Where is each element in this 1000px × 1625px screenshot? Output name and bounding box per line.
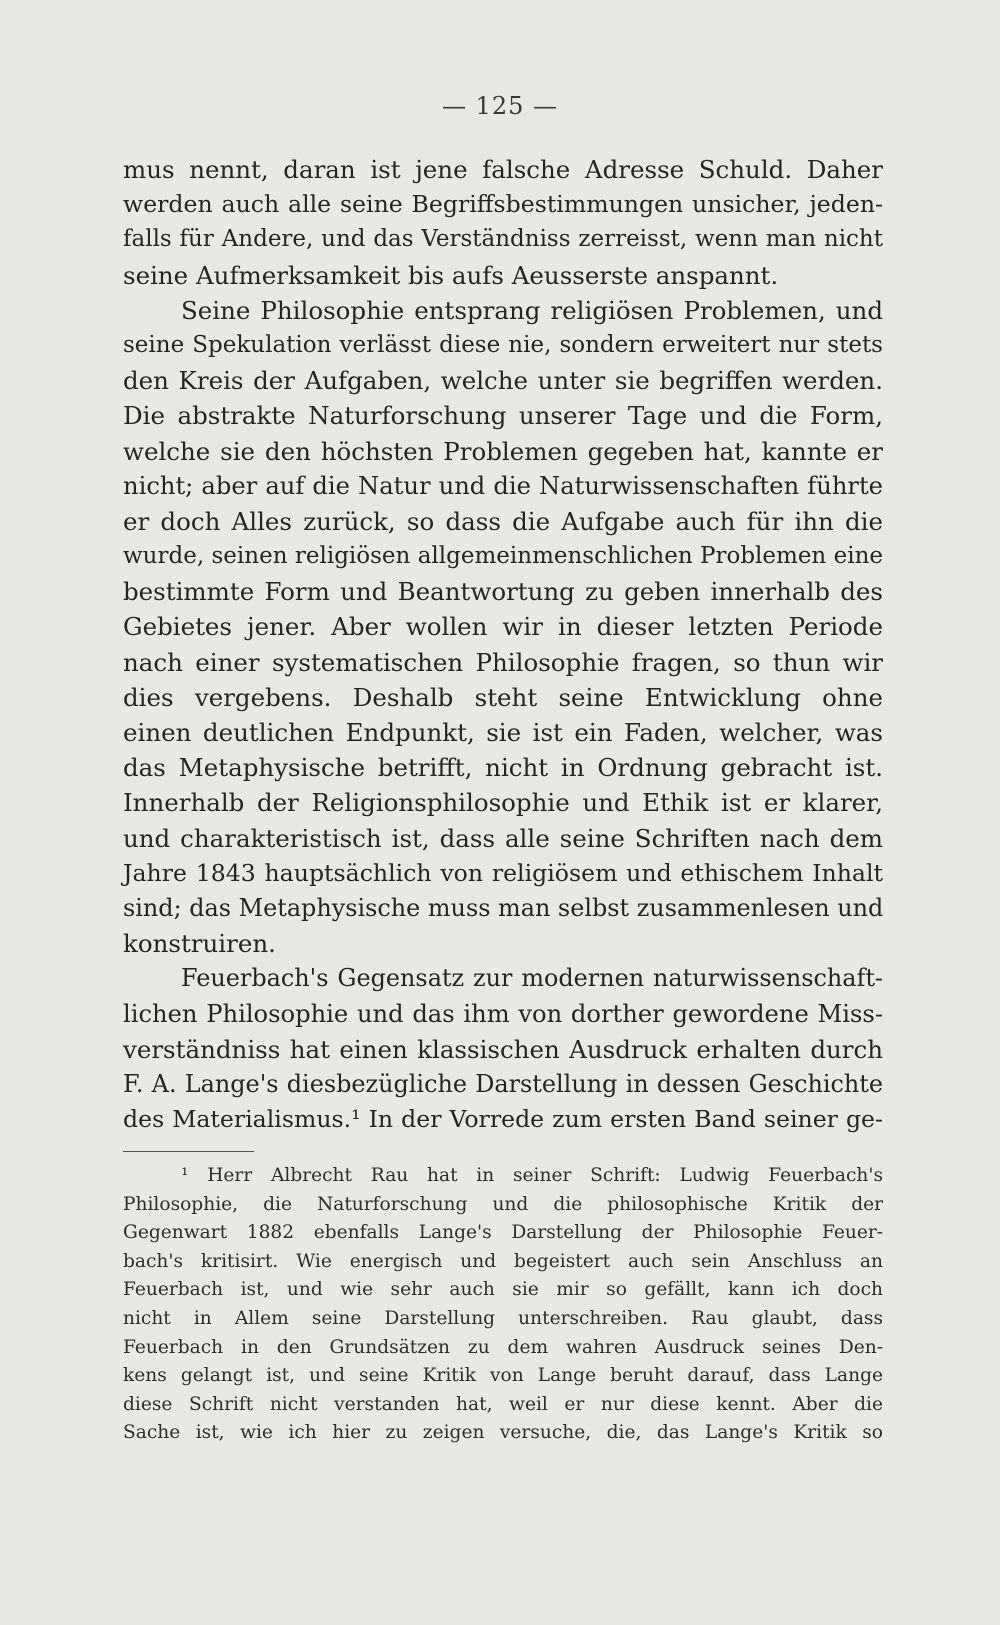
text-line: er doch Alles zurück, so dass die Aufgabe auch für ihn die	[123, 506, 883, 536]
footnote-separator	[123, 1151, 254, 1152]
page-number: — 125 —	[441, 92, 559, 120]
text-line: seine Spekulation verlässt diese nie, sondern erweitert nur stets	[123, 331, 883, 358]
footnote-line: diese Schrift nicht verstanden hat, weil er nur diese kennt. Aber die	[123, 1393, 883, 1415]
text-line: lichen Philosophie und das ihm von dorther gewordene Miss-	[123, 999, 883, 1028]
text-line: nach einer systematischen Philosophie fragen, so thun wir	[123, 647, 883, 677]
text-line: F. A. Lange's diesbezügliche Darstellung in dessen Geschichte	[123, 1069, 883, 1098]
text-line: nicht; aber auf die Natur und die Naturwissenschaften führte	[123, 471, 883, 500]
footnote-line: ¹ Herr Albrecht Rau hat in seiner Schrift: Ludwig Feuerbach's	[181, 1165, 883, 1186]
text-line: verständniss hat einen klassischen Ausdruck erhalten durch	[123, 1034, 883, 1064]
footnotes	[123, 1162, 883, 1448]
text-line: Die abstrakte Naturforschung unserer Tage und die Form,	[123, 401, 883, 431]
text-line: seine Aufmerksamkeit bis aufs Aeusserste anspannt.	[123, 260, 779, 290]
text-line: falls für Andere, und das Verständniss zerreisst, wenn man nicht	[123, 226, 883, 253]
text-line: wurde, seinen religiösen allgemeinmenschlichen Problemen eine	[123, 543, 883, 570]
text-line: des Materialismus.¹ In der Vorrede zum ersten Band seiner ge-	[123, 1105, 883, 1134]
text-line: Gebietes jener. Aber wollen wir in dieser letzten Periode	[123, 612, 883, 642]
footnote-line: Feuerbach ist, und wie sehr auch sie mir so gefällt, kann ich doch	[123, 1279, 883, 1301]
footnote-line: Feuerbach in den Grundsätzen zu dem wahren Ausdruck seines Den-	[123, 1336, 883, 1358]
text-line: Innerhalb der Religionsphilosophie und Ethik ist er klarer,	[123, 788, 883, 818]
text-line: einen deutlichen Endpunkt, sie ist ein Faden, welcher, was	[123, 718, 883, 747]
footnote-line: Philosophie, die Naturforschung und die philosophische Kritik der	[123, 1193, 883, 1215]
footnote-line: kens gelangt ist, und seine Kritik von Lange beruht darauf, dass Lange	[123, 1365, 883, 1387]
text-line: sind; das Metaphysische muss man selbst zusammenlesen und	[123, 893, 884, 922]
footnote-line: nicht in Allem seine Darstellung unterschreiben. Rau glaubt, dass	[123, 1307, 883, 1329]
text-line: das Metaphysische betrifft, nicht in Ordnung gebracht ist.	[123, 753, 883, 783]
text-line: Jahre 1843 hauptsächlich von religiösem und ethischem Inhalt	[123, 858, 883, 887]
text-line: konstruiren.	[123, 929, 276, 959]
footnote-line: Sache ist, wie ich hier zu zeigen versuche, die, das Lange's Kritik so	[123, 1422, 883, 1444]
text-line: dies vergebens. Deshalb steht seine Entwicklung ohne	[123, 682, 883, 712]
text-line: und charakteristisch ist, dass alle seine Schriften nach dem	[123, 823, 883, 853]
text-line: Feuerbach's Gegensatz zur modernen naturwissenschaft-	[181, 964, 883, 993]
text-line: welche sie den höchsten Problemen gegeben hat, kannte er	[123, 436, 883, 466]
footnote-line: Gegenwart 1882 ebenfalls Lange's Darstellung der Philosophie Feuer-	[123, 1222, 883, 1244]
main-text	[123, 152, 883, 1137]
text-line: den Kreis der Aufgaben, welche unter sie begriffen werden.	[123, 366, 883, 396]
text-line: bestimmte Form und Beantwortung zu geben innerhalb des	[123, 577, 883, 607]
text-line: Seine Philosophie entsprang religiösen Problemen, und	[181, 295, 883, 325]
text-line: mus nennt, daran ist jene falsche Adresse Schuld. Daher	[123, 155, 883, 184]
footnote-line: bach's kritisirt. Wie energisch und begeistert auch sein Anschluss an	[123, 1250, 883, 1272]
text-line: werden auch alle seine Begriffsbestimmungen unsicher, jeden-	[123, 190, 883, 219]
